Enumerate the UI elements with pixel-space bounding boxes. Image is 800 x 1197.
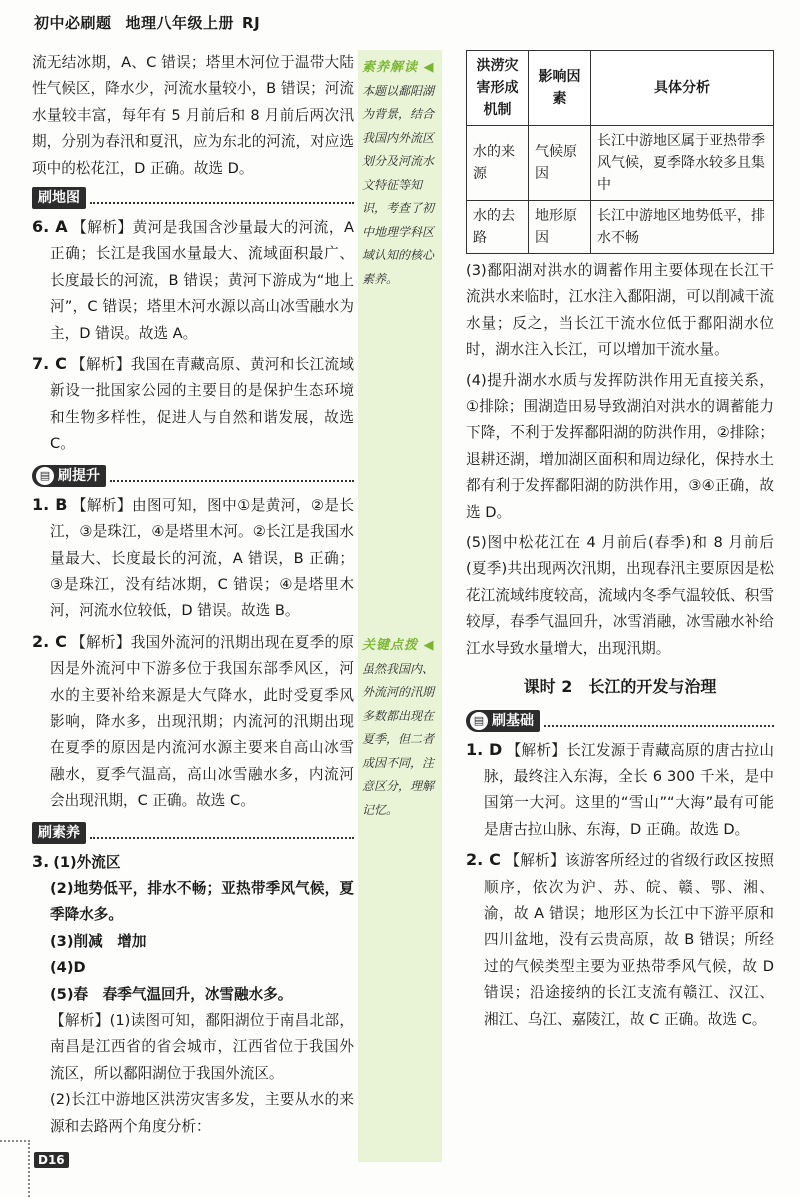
question-2: 2. C 【解析】我国外流河的汛期出现在夏季的原因是外流河中下游多位于我国东部季风区，河水的主要补给来源是大气降水，此时受夏季风影响，降水多，出现汛期；内流河的汛期出现在夏季的原因是内流河水源主要来自高山冰雪融水，夏季气温高，高山冰雪融水多，内流河会出现汛期，C 正确。故选 C。 [32, 631, 354, 810]
lesson-title: 课时 2 长江的开发与治理 [523, 677, 717, 697]
question-3-answer-1: 3. (1)外流区 [32, 851, 121, 871]
flood-mechanism-table [466, 50, 774, 254]
section-basic [466, 709, 774, 733]
subject-title: 地理八年级上册 [125, 14, 235, 32]
table-header: 影响因素 [529, 51, 591, 126]
table-header: 洪涝灾害形成机制 [467, 51, 529, 126]
table-header: 具体分析 [591, 51, 774, 126]
section-improve [32, 464, 354, 488]
question-3-answer-4: (4)D [50, 959, 86, 977]
side-note-title: 素养解读 ◀ [362, 60, 435, 75]
answer-part-3: (3)鄱阳湖对洪水的调蓄作用主要体现在长江干流洪水来临时，江水注入鄱阳湖，可以削减干流水量；反之，当长江干流水位低于鄱阳湖水位时，湖水注入长江，可以增加干流水量。 [466, 262, 774, 359]
question-3-explanation-2: (2)长江中游地区洪涝灾害多发，主要从水的来源和去路两个角度分析： [50, 1091, 354, 1135]
section-tag: ▤ 刷基础 [466, 710, 540, 732]
triangle-icon: ◀ [423, 60, 435, 75]
table-cell: 气候原因 [529, 126, 591, 201]
question-1: 1. B 【解析】由图可知，图中①是黄河，②是长江，③是珠江，④是塔里木河。②长江是我国水量最大、长度最长的河流，A 错误，B 正确；③是珠江，没有结冰期，C 错误；④是塔里木河，河流水位较低，D 错误。故选 B。 [32, 494, 354, 620]
side-note-text: 本题以鄱阳湖为背景，结合我国内外流区划分及河流水文特征等知识，考查了初中地理学科区域认知的核心素养。 [362, 83, 435, 286]
section-map [32, 186, 354, 210]
table-row [467, 126, 774, 201]
book-icon: ▤ [470, 712, 488, 730]
basic-question-1: 1. D 【解析】长江发源于青藏高原的唐古拉山脉，最终注入东海，全长 6 300 千米，是中国第一大河。这里的“雪山”“大海”最有可能是唐古拉山脉、东海，D 正确。故选 D。 [466, 739, 774, 838]
table-cell: 长江中游地区属于亚热带季风气候，夏季降水较多且集中 [591, 126, 774, 201]
section-tag: 刷素养 [32, 822, 86, 844]
side-note-title: 关键点拨 ◀ [362, 638, 435, 653]
side-note-text: 虽然我国内、外流河的汛期多数都出现在夏季，但二者成因不同，注意区分，理解记忆。 [362, 661, 435, 817]
question-7: 7. C 【解析】我国在青藏高原、黄河和长江流域新设一批国家公园的主要目的是保护生态环境和生物多样性，促进人与自然和谐发展，故选 C。 [32, 354, 354, 453]
table-cell: 地形原因 [529, 201, 591, 254]
table-row [467, 201, 774, 254]
question-3-explanation: 【解析】(1)读图可知，鄱阳湖位于南昌北部，南昌是江西省的省会城市，江西省位于我国外流区，所以鄱阳湖位于我国外流区。 [50, 1012, 354, 1082]
side-note-keypoint [362, 634, 440, 822]
question-6: 6. A 【解析】黄河是我国含沙量最大的河流，A 正确；长江是我国水量最大、流域面积最广、长度最长的河流，B 错误；黄河下游成为“地上河”，C 错误；塔里木河水源以高山冰雪融水为主，D 错误。故选 A。 [32, 217, 354, 342]
triangle-icon: ◀ [423, 638, 435, 653]
page-number: D16 [34, 1152, 69, 1168]
left-column [32, 50, 354, 1140]
corner-decoration [0, 1140, 30, 1197]
answer-part-4: (4)提升湖水水质与发挥防洪作用无直接关系，①排除；围湖造田易导致湖泊对洪水的调蓄能力下降，不利于发挥鄱阳湖的防洪作用，②排除；退耕还湖，增加湖区面积和周边绿化，保持水土都有利于发挥鄱阳湖的防洪作用，③④正确，故选 D。 [466, 371, 774, 521]
table-cell: 长江中游地区地势低平，排水不畅 [591, 201, 774, 254]
basic-question-2: 2. C 【解析】该游客所经过的省级行政区按照顺序，依次为沪、苏、皖、赣、鄂、湘、渝，故 A 错误；地形区为长江中下游平原和四川盆地，没有云贵高原，故 B 错误；所经过的气候类型主要为亚热带季风气候，故 D 错误；沿途接纳的长江支流有赣江、汉江、湘江、乌江、嘉陵江，故 C 正确。故选 C。 [466, 850, 774, 1028]
side-note-literacy [362, 56, 440, 291]
paragraph: 流无结冰期，A、C 错误；塔里木河位于温带大陆性气候区，降水少，河流水量较小，B 错误；河流水量较丰富，每年有 5 月前后和 8 月前后两次汛期，分别为春汛和夏汛，应为东北的河流，对应选项中的松花江，D 正确。故选 D。 [32, 54, 354, 177]
page-header [34, 12, 260, 33]
question-3-answer-3: (3)削减 增加 [50, 932, 147, 950]
question-3-answer-5: (5)春 春季气温回升，冰雪融水多。 [50, 985, 293, 1003]
question-3-answer-2: (2)地势低平，排水不畅；亚热带季风气候，夏季降水多。 [50, 879, 354, 924]
edition-label: RJ [242, 14, 261, 32]
right-column [466, 50, 774, 1033]
section-tag: 刷地图 [32, 187, 86, 209]
book-title: 初中必刷题 [34, 14, 112, 32]
section-tag: ▤ 刷提升 [32, 465, 106, 487]
book-icon: ▤ [36, 467, 54, 485]
table-cell: 水的来源 [467, 126, 529, 201]
answer-part-5: (5)图中松花江在 4 月前后(春季)和 8 月前后(夏季)共出现两次汛期，出现春汛主要原因是松花江流域纬度较高，流域内冬季气温较低、积雪较厚，春季气温回升，冰雪消融，冰雪融水补给江水导致水量增大，出现汛期。 [466, 534, 774, 657]
section-literacy [32, 821, 354, 845]
table-cell: 水的去路 [467, 201, 529, 254]
